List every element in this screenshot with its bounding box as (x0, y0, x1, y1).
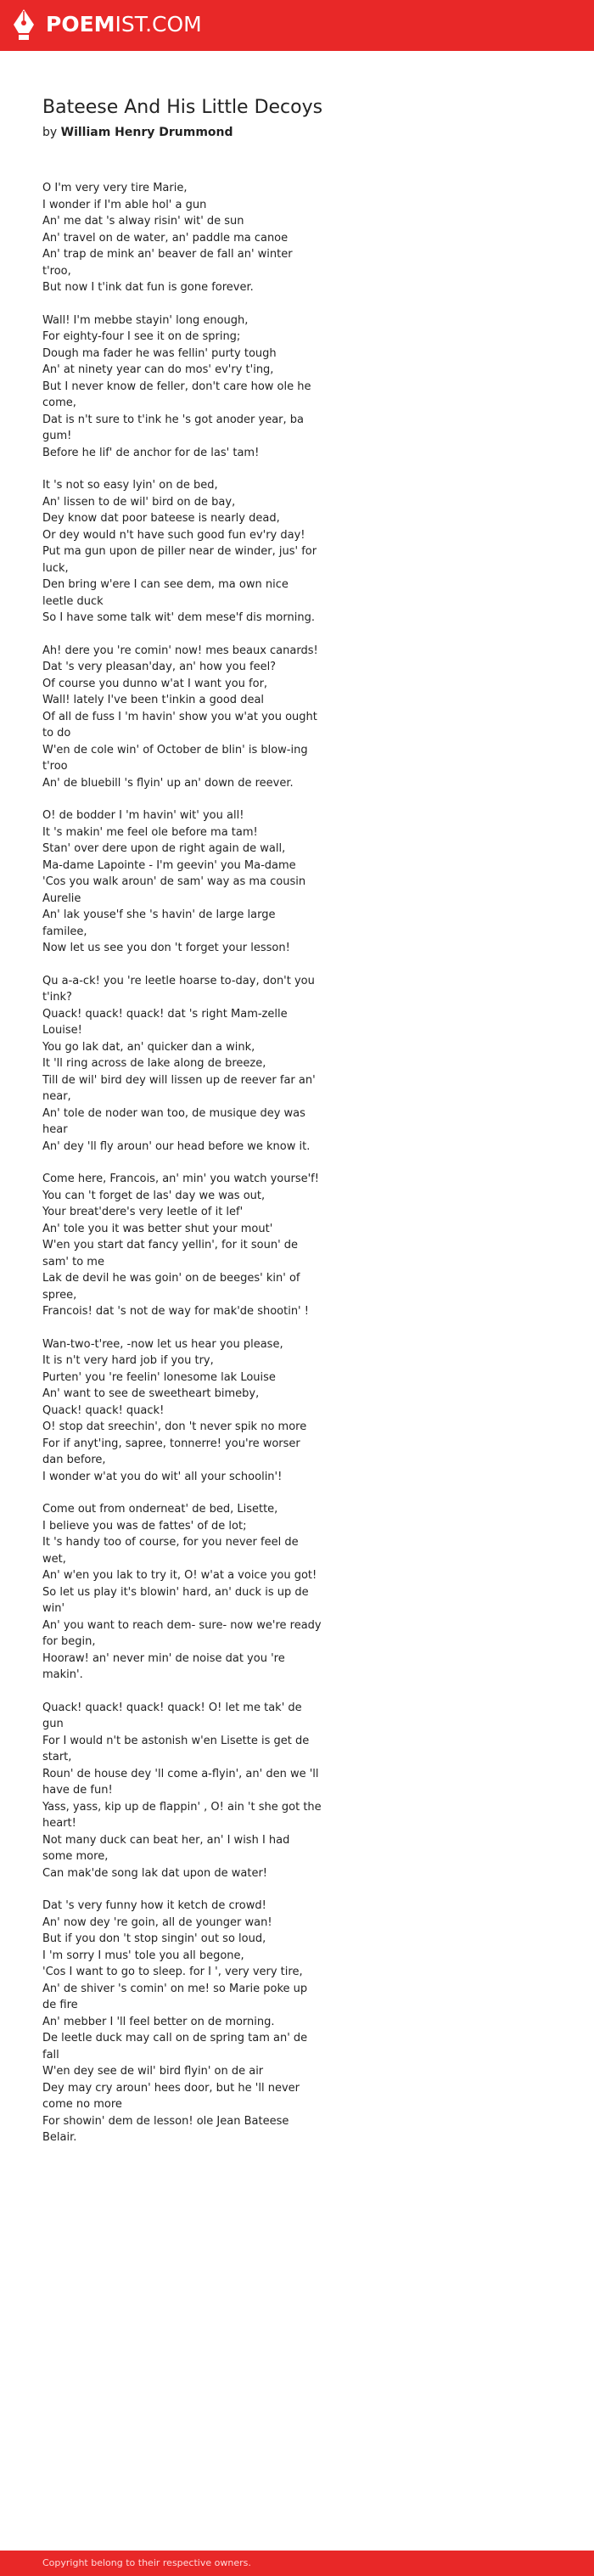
poem-line: An' mebber I 'll feel better on de morning. (42, 2015, 275, 2028)
poem-line: Quack! quack! quack! (42, 1403, 165, 1417)
poem-line: Lak de devil he was goin' on de beeges' kin' of spree, (42, 1272, 304, 1302)
poem-stanza (42, 477, 322, 627)
poem-title: Bateese And His Little Decoys (42, 97, 323, 118)
poem-stanza (42, 180, 322, 296)
poem-line: Roun' de house dey 'll come a-flyin', an' den we 'll have de fun! (42, 1767, 322, 1797)
poem-line: An' de shiver 's comin' on me! so Marie poke up de fire (42, 1982, 311, 2011)
poem-stanza (42, 1898, 322, 2146)
poem-line: An' at ninety year can do mos' ev'ry t'ing, (42, 363, 274, 376)
poem-line: Dey know dat poor bateese is nearly dead, (42, 512, 280, 525)
poem-stanza (42, 807, 322, 957)
poem-line: It is n't very hard job if you try, (42, 1354, 214, 1367)
poem-line: It 's not so easy lyin' on de bed, (42, 479, 218, 492)
poem-line: An' tole de noder wan too, de musique dey was hear (42, 1106, 310, 1136)
poem-stanza (42, 1700, 325, 1882)
poem-line: An' de bluebill 's flyin' up an' down de reever. (42, 776, 294, 790)
poem-line: I wonder if I'm able hol' a gun (42, 198, 207, 211)
poem-stanza (42, 1336, 322, 1486)
poem-line: You go lak dat, an' quicker dan a wink, (42, 1040, 255, 1054)
poem-line: It 's makin' me feel ole before ma tam! (42, 825, 258, 839)
poem-line: Dat 's very pleasan'day, an' how you feel? (42, 661, 277, 673)
byline (42, 124, 233, 141)
poem-line: An' me dat 's alway risin' wit' de sun (42, 215, 244, 228)
poem-stanza (42, 1501, 325, 1684)
poem-line: Purten' you 're feelin' lonesome lak Louise (42, 1370, 276, 1384)
poem-line: Not many duck can beat her, an' I wish I had some more, (42, 1833, 294, 1863)
poem-line: Hooraw! an' never min' de noise dat you 're makin'. (42, 1651, 289, 1681)
author-name[interactable]: William Henry Drummond (60, 126, 233, 139)
poem-line: For eighty-four I see it on de spring; (42, 330, 241, 343)
poem-line: W'en de cole win' of October de blin' is blow-ing t'roo (42, 743, 311, 773)
poem-stanza (42, 643, 322, 792)
poem-line: Come out from onderneat' de bed, Lisette, (42, 1503, 278, 1516)
poem-stanza (42, 1171, 322, 1320)
logo-text-bold: POEM (46, 12, 115, 37)
poem-line: For I would n't be astonish w'en Lisette is get de start, (42, 1734, 313, 1763)
poem-line: Stan' over dere upon de right again de wall, (42, 842, 286, 855)
site-footer (0, 2551, 594, 2576)
poem-line: Qu a-a-ck! you 're leetle hoarse to-day, don't you t'ink? (42, 974, 319, 1004)
poem-line: But I never know de feller, don't care how ole he come, (42, 380, 315, 409)
copyright-text: Copyright belong to their respective owners. (42, 2557, 251, 2568)
poem-line: Wall! I'm mebbe stayin' long enough, (42, 313, 249, 327)
poem-line: An' w'en you lak to try it, O! w'at a voice you got! (42, 1569, 317, 1582)
site-logo[interactable] (12, 8, 202, 42)
poem-line: O! de bodder I 'm havin' wit' you all! (42, 809, 244, 822)
poem-line: Francois! dat 's not de way for mak'de shootin' ! (42, 1305, 309, 1318)
poem-line: An' travel on de water, an' paddle ma canoe (42, 231, 289, 245)
poem-line: Of course you dunno w'at I want you for, (42, 677, 268, 690)
poem-line: 'Cos I want to go to sleep. for I ', very very tire, (42, 1966, 303, 1978)
poem-line: An' lak youse'f she 's havin' de large large familee, (42, 908, 279, 938)
poem-line: Till de wil' bird dey will lissen up de reever far an' near, (42, 1073, 319, 1103)
pen-nib-icon (12, 8, 36, 42)
poem-body (42, 180, 325, 2163)
poem-line: Dey may cry aroun' hees door, but he 'll never come no more (42, 2081, 304, 2111)
poem-line: For if anyt'ing, sapree, tonnerre! you're worser dan before, (42, 1437, 304, 1466)
site-header (0, 0, 594, 51)
poem-line: An' dey 'll fly aroun' our head before we know it. (42, 1139, 311, 1153)
poem-line: Put ma gun upon de piller near de winder, jus' for luck, (42, 545, 321, 575)
poem-line: Dough ma fader he was fellin' purty tough (42, 346, 277, 360)
poem-line: Your breat'dere's very leetle of it lef' (42, 1206, 244, 1218)
poem-line: Den bring w'ere I can see dem, ma own nice leetle duck (42, 578, 292, 608)
poem-line: Dat is n't sure to t'ink he 's got anoder year, ba gum! (42, 413, 308, 442)
poem-line: For showin' dem de lesson! ole Jean Bateese Belair. (42, 2114, 293, 2144)
poem-line: An' want to see de sweetheart bimeby, (42, 1387, 260, 1400)
poem-line: Wall! lately I've been t'inkin a good deal (42, 694, 265, 706)
poem-line: An' tole you it was better shut your mout' (42, 1222, 273, 1235)
poem-line: Ah! dere you 're comin' now! mes beaux canards! (42, 644, 318, 657)
by-label: by (42, 126, 58, 139)
poem-line: I believe you was de fattes' of de lot; (42, 1519, 247, 1533)
poem-line: Come here, Francois, an' min' you watch yourse'f! (42, 1173, 319, 1185)
poem-line: It 'll ring across de lake along de breeze, (42, 1057, 266, 1070)
poem-line: An' lissen to de wil' bird on de bay, (42, 495, 236, 509)
poem-stanza (42, 973, 322, 1156)
poem-line: But now I t'ink dat fun is gone forever. (42, 281, 254, 294)
poem-stanza (42, 312, 322, 462)
poem-line: So I have some talk wit' dem mese'f dis morning. (42, 611, 315, 624)
logo-text-light: IST.COM (115, 12, 202, 37)
poem-line: I wonder w'at you do wit' all your schoolin'! (42, 1470, 283, 1483)
poem-line: Dat 's very funny how it ketch de crowd! (42, 1899, 266, 1912)
poem-line: O! stop dat sreechin', don 't never spik no more (42, 1420, 307, 1433)
poem-line: Before he lif' de anchor for de las' tam! (42, 446, 260, 459)
poem-line: W'en dey see de wil' bird flyin' on de air (42, 2065, 264, 2078)
poem-line: Ma-dame Lapointe - I'm geevin' you Ma-dame (42, 858, 296, 872)
poem-line: Quack! quack! quack! quack! O! let me tak' de gun (42, 1701, 305, 1730)
poem-line: Of all de fuss I 'm havin' show you w'at you ought to do (42, 710, 322, 740)
poem-line: De leetle duck may call on de spring tam an' de fall (42, 2032, 311, 2061)
logo-wordmark (46, 8, 202, 42)
poem-line: An' now dey 're goin, all de younger wan! (42, 1915, 272, 1929)
poem-line: 'Cos you walk aroun' de sam' way as ma cousin Aurelie (42, 875, 310, 905)
poem-line: So let us play it's blowin' hard, an' duck is up de win' (42, 1585, 312, 1615)
poem-line: O I'm very very tire Marie, (42, 182, 188, 194)
poem-line: I 'm sorry I mus' tole you all begone, (42, 1949, 244, 1962)
poem-line: An' you want to reach dem- sure- now we're ready for begin, (42, 1618, 325, 1648)
poem-line: An' trap de mink an' beaver de fall an' winter t'roo, (42, 248, 296, 278)
poem-line: Or dey would n't have such good fun ev'ry day! (42, 528, 305, 542)
poem-line: But if you don 't stop singin' out so loud, (42, 1932, 266, 1945)
poem-line: W'en you start dat fancy yellin', for it soun' de sam' to me (42, 1239, 302, 1268)
poem-line: Now let us see you don 't forget your lesson! (42, 942, 290, 954)
poem-line: Can mak'de song lak dat upon de water! (42, 1866, 268, 1880)
poem-line: Quack! quack! quack! dat 's right Mam-zelle Louise! (42, 1007, 291, 1037)
poem-line: It 's handy too of course, for you never feel de wet, (42, 1536, 302, 1566)
poem-line: Yass, yass, kip up de flappin' , O! ain 't she got the heart! (42, 1800, 325, 1830)
poem-line: Wan-two-t'ree, -now let us hear you please, (42, 1337, 283, 1351)
poem-line: You can 't forget de las' day we was out, (42, 1189, 266, 1202)
